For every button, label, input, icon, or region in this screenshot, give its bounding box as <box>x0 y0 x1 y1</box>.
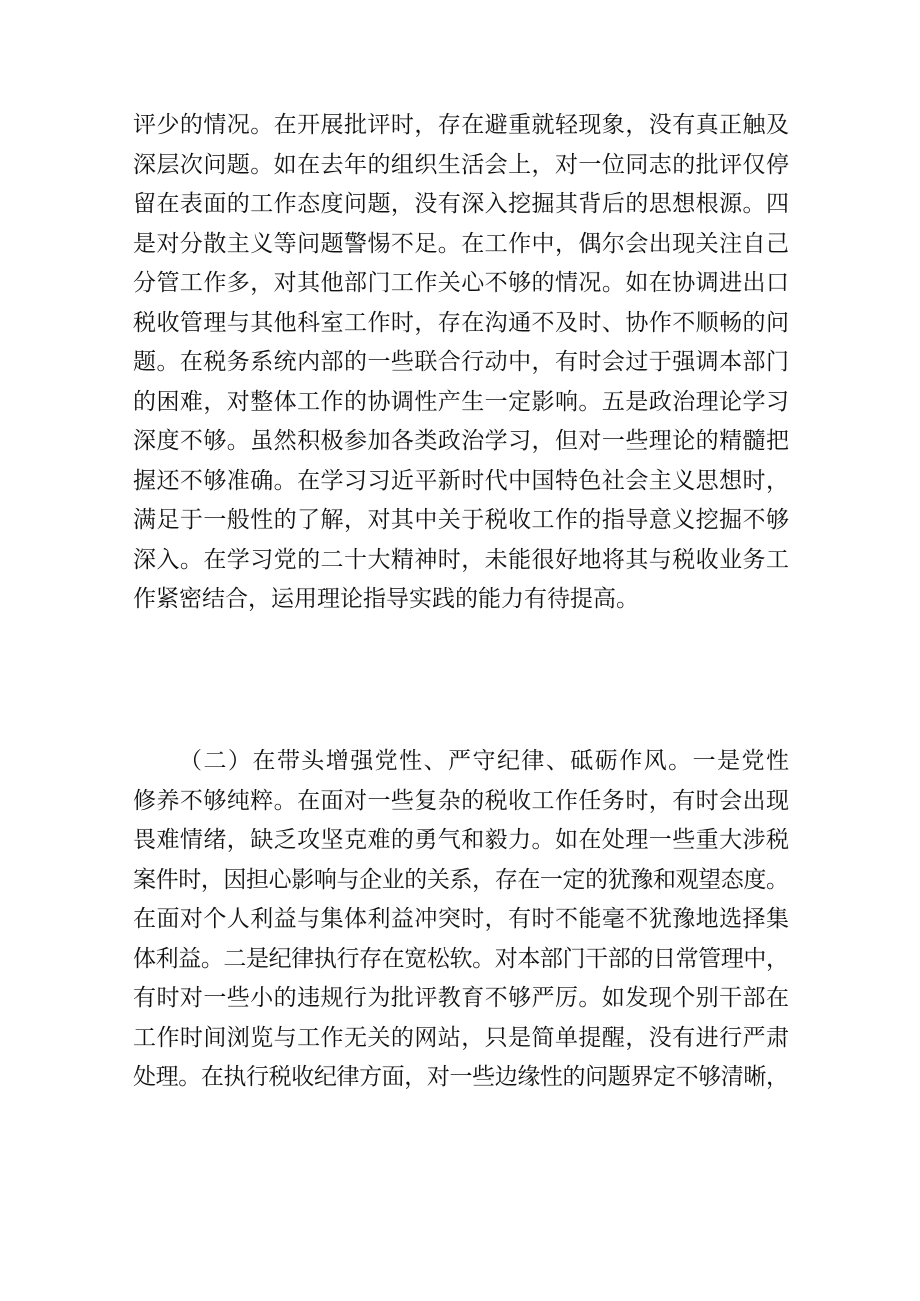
text-line: 分管工作多，对其他部门工作关心不够的情况。如在协调进出口 <box>133 270 790 296</box>
text-line: 是对分散主义等问题警惕不足。在工作中，偶尔会出现关注自己 <box>133 230 790 257</box>
paragraph-2 <box>133 742 789 1098</box>
text-line: 畏难情绪，缺乏攻坚克难的勇气和毅力。如在处理一些重大涉税 <box>133 827 790 853</box>
text-line: 处理。在执行税收纪律方面，对一些边缘性的问题界定不够清晰， <box>133 1064 789 1090</box>
text-line: 修养不够纯粹。在面对一些复杂的税收工作任务时，有时会出现 <box>133 787 790 814</box>
text-line: 深层次问题。如在去年的组织生活会上，对一位同志的批评仅停 <box>133 151 790 178</box>
text-line: 税收管理与其他科室工作时，存在沟通不及时、协作不顺畅的问 <box>133 309 790 336</box>
text-line: 题。在税务系统内部的一些联合行动中，有时会过于强调本部门 <box>133 349 790 375</box>
text-line: 留在表面的工作态度问题，没有深入挖掘其背后的思想根源。四 <box>133 191 790 217</box>
text-line: 深度不够。虽然积极参加各类政治学习，但对一些理论的精髓把 <box>133 428 790 454</box>
text-line: 握还不够准确。在学习习近平新时代中国特色社会主义思想时， <box>133 467 790 494</box>
text-line: 案件时，因担心影响与企业的关系，存在一定的犹豫和观望态度。 <box>133 866 789 893</box>
text-line: 在面对个人利益与集体利益冲突时，有时不能毫不犹豫地选择集 <box>133 906 790 932</box>
paragraph-1 <box>133 106 789 620</box>
text-line: 工作时间浏览与工作无关的网站，只是简单提醒，没有进行严肃 <box>133 1024 790 1051</box>
text-line: 的困难，对整体工作的协调性产生一定影响。五是政治理论学习 <box>133 388 790 415</box>
text-line: 作紧密结合，运用理论指导实践的能力有待提高。 <box>133 586 639 612</box>
section-heading-line: （二）在带头增强党性、严守纪律、砥砺作风。一是党性 <box>179 748 791 774</box>
text-line: 有时对一些小的违规行为批评教育不够严厉。如发现个别干部在 <box>133 985 790 1011</box>
text-line: 评少的情况。在开展批评时，存在避重就轻现象，没有真正触及 <box>133 112 790 138</box>
text-line: 体利益。二是纪律执行存在宽松软。对本部门干部的日常管理中， <box>133 945 789 972</box>
text-line: 深入。在学习党的二十大精神时，未能很好地将其与税收业务工 <box>133 546 790 573</box>
text-line: 满足于一般性的了解，对其中关于税收工作的指导意义挖掘不够 <box>133 507 790 533</box>
